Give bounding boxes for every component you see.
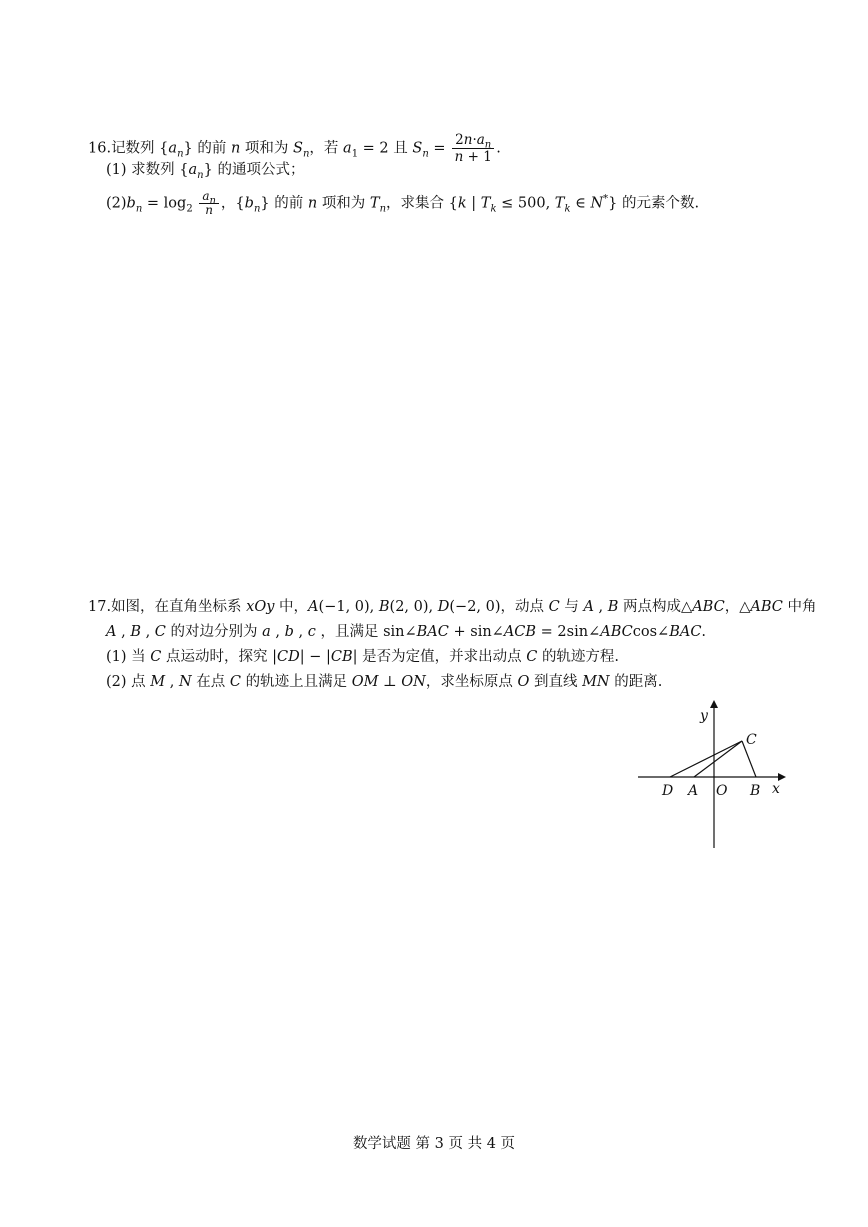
- q17-line-1: 17.如图，在直角坐标系 xOy 中，A(−1, 0), B(2, 0), D(−2, 0)，动点 C 与 A , B 两点构成△ABC，△ABC 中角: [88, 599, 817, 615]
- y-axis-arrow: [710, 700, 718, 708]
- q16-line-1: 16.记数列 $\{a_n\}$ 的前 n 项和为 $S_n$，若 $a_1 = 2$ 且 $S_n$ = $\frac{2n\cdot a_n}{n + 1}$ .: [88, 132, 501, 165]
- q16-number: 16.: [88, 140, 112, 157]
- label-A: A: [688, 783, 699, 799]
- q17-coordinate-figure: [632, 698, 792, 858]
- q17-part-2: (2) 点 M , N 在点 C 的轨迹上且满足 OM ⊥ ON，求坐标原点 O 到直线 MN 的距离.: [106, 674, 663, 690]
- segment-AC: [694, 741, 742, 777]
- x-axis-arrow: [778, 773, 786, 781]
- label-x: x: [772, 781, 780, 797]
- label-O: O: [716, 783, 728, 799]
- q16-fraction-sn: $\frac{2n\cdot a_n}{n + 1}$: [452, 132, 494, 165]
- q16-part-2: $(2)b_n = \log_2$ $\frac{a_n}{n}$ ，$\{b_n\}$ 的前 n 项和为 $T_n$，求集合 {k | $T_k \le 500$, $T_k$ ∈ N*} 的元素个数.: [106, 189, 700, 217]
- q17-number: 17.: [88, 599, 112, 615]
- label-D: D: [662, 783, 674, 799]
- label-C: C: [746, 732, 757, 748]
- label-B: B: [750, 783, 761, 799]
- segment-DC: [670, 741, 742, 777]
- page-footer: 数学试题 第 3 页 共 4 页: [352, 1136, 516, 1152]
- q17-line-2: A , B , C 的对边分别为 a , b , c ，且满足 sin∠BAC + sin∠ACB = 2sin∠ABCcos∠BAC.: [106, 624, 707, 640]
- q16-fraction-bn: $\frac{a_n}{n}$: [199, 190, 219, 217]
- q17-part-1: (1) 当 C 点运动时，探究 |CD| − |CB| 是否为定值，并求出动点 C 的轨迹方程.: [106, 649, 620, 665]
- label-y: y: [700, 708, 708, 724]
- q16-part-1: (1) 求数列 $\{a_n\}$ 的通项公式；: [106, 162, 305, 181]
